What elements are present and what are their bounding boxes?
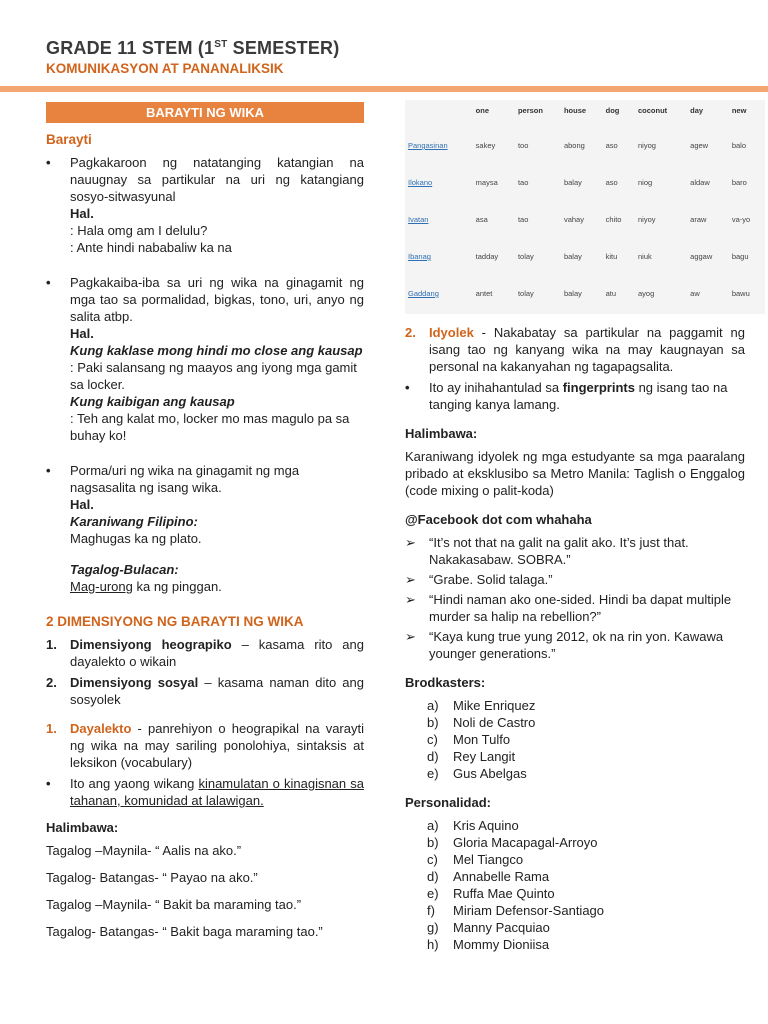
list-item: g) Manny Pacquiao [427, 920, 550, 935]
right-column [405, 100, 751, 953]
brodkasters-heading: Brodkasters: [405, 675, 486, 690]
table-row: Ibanag tadday tolay balay kitu niuk aggaw bagu [408, 252, 749, 261]
table-row: Ivatan asa tao vahay chito niyoy araw va-yo [408, 215, 751, 224]
page-subtitle: KOMUNIKASYON AT PANANALIKSIK [46, 61, 284, 76]
quote-item: ➢ “Grabe. Solid talaga.” [405, 572, 553, 587]
example-line: Tagalog- Batangas- “ Bakit baga maraming tao.” [46, 924, 323, 939]
idyolek-item: 2. Idyolek - Nakabatay sa partikular na paggamit ng isang tao ng kanyang wika na may kaugnayan sa personal na kakanyahan ng tagapagsalita. [405, 325, 745, 374]
section-banner: BARAYTI NG WIKA [46, 102, 364, 123]
table-row: Pangasinan sakey too abong aso niyog agew balo [408, 141, 747, 150]
bullet-icon: • [46, 155, 51, 170]
list-item: e) Ruffa Mae Quinto [427, 886, 555, 901]
dayalekto-item: 1. Dayalekto - panrehiyon o heograpikal na varayti ng wika na may sariling ponolohiya, sintaksis at leksikon (vocabulary) [46, 721, 364, 770]
list-item: b) Gloria Macapagal-Arroyo [427, 835, 598, 850]
section-heading-barayti: Barayti [46, 132, 92, 147]
list-item: d) Annabelle Rama [427, 869, 550, 884]
list-item: c) Mel Tiangco [427, 852, 524, 867]
left-column [46, 100, 364, 950]
list-item: d) Rey Langit [427, 749, 516, 764]
list-item: e) Gus Abelgas [427, 766, 527, 781]
bullet-icon: • [46, 776, 51, 791]
halimbawa-heading: Halimbawa: [405, 426, 478, 441]
facebook-heading: @Facebook dot com whahaha [405, 512, 592, 527]
example-line: Tagalog –Maynila- “ Aalis na ako.” [46, 843, 242, 858]
quote-item: ➢ “Hindi naman ako one-sided. Hindi ba dapat multiple murder sa halip na rebellion?” [405, 592, 732, 624]
example-line: Tagalog –Maynila- “ Bakit ba maraming tao.” [46, 897, 302, 912]
arrow-icon: ➢ [405, 629, 416, 644]
table-header-row: one person house dog coconut day new [475, 106, 747, 115]
page-title: GRADE 11 STEM (1ST SEMESTER) [46, 38, 340, 58]
arrow-icon: ➢ [405, 592, 416, 607]
list-item: a) Mike Enriquez [427, 698, 536, 713]
header-rule [0, 86, 768, 92]
table-row: Gaddang antet tolay balay atu ayog aw bawu [408, 289, 750, 298]
table-row: Ilokano maysa tao balay aso niog aldaw baro [408, 178, 747, 187]
arrow-icon: ➢ [405, 535, 416, 550]
halimbawa-heading: Halimbawa: [46, 820, 119, 835]
dayalekto-bullet: • Ito ang yaong wikang kinamulatan o kinagisnan sa tahanan, komunidad at lalawigan. [46, 776, 364, 808]
list-item: b) Noli de Castro [427, 715, 536, 730]
bullet-1: • Pagkakaroon ng natatanging katangian na nauugnay sa partikular na uri ng katangiang sosyo-sitwasyunal Hal. : Hala omg am I delulu? : Ante hindi nababaliw ka na [46, 155, 364, 255]
word-comparison-table [405, 100, 765, 314]
arrow-icon: ➢ [405, 572, 416, 587]
personalidad-heading: Personalidad: [405, 795, 491, 810]
page-header [46, 38, 339, 76]
quote-item: ➢ “Kaya kung true yung 2012, ok na rin yon. Kawawa younger generations.” [405, 629, 724, 661]
bullet-icon: • [46, 463, 51, 478]
bullet-3: • Porma/uri ng wika na ginagamit ng mga nagsasalita ng isang wika. Hal. Karaniwang Filipino: Maghugas ka ng plato. Tagalog-Bulacan: Mag-urong ka ng pinggan. [46, 463, 300, 594]
bullet-2: • Pagkakaiba-iba sa uri ng wika na ginagamit ng mga tao sa pormalidad, bigkas, tono, uri, anyo ng salita atbp. Hal. Kung kaklase mong hindi mo close ang kausap : Paki salansang ng maayos ang iyong mga gamit sa locker. Kung kaibigan ang kausap : Teh ang kalat mo, locker mo mas magulo pa sa buhay ko! [46, 275, 364, 443]
section-heading-dimensiyon: 2 DIMENSIYONG NG BARAYTI NG WIKA [46, 614, 304, 629]
list-item: f) Miriam Defensor-Santiago [427, 903, 605, 918]
idyolek-paragraph: Karaniwang idyolek ng mga estudyante sa mga paaralang pribado at eksklusibo sa Metro Manila: Taglish o Enggalog (code mixing o palit-koda) [405, 449, 745, 498]
example-line: Tagalog- Batangas- “ Payao na ako.” [46, 870, 258, 885]
list-item: a) Kris Aquino [427, 818, 519, 833]
bullet-icon: • [405, 380, 410, 395]
list-item: c) Mon Tulfo [427, 732, 511, 747]
dimension-1: 1. Dimensiyong heograpiko – kasama rito ang dayalekto o wikain [46, 637, 364, 669]
bullet-icon: • [46, 275, 51, 290]
dimension-2: 2. Dimensiyong sosyal – kasama naman dito ang sosyolek [46, 675, 364, 707]
idyolek-bullet: • Ito ay inihahantulad sa fingerprints ng isang tao na tanging kanya lamang. [405, 380, 728, 412]
quote-item: ➢ “It’s not that na galit na galit ako. It’s just that. Nakakasabaw. SOBRA.” [405, 535, 689, 567]
list-item: h) Mommy Dioniisa [427, 937, 550, 952]
